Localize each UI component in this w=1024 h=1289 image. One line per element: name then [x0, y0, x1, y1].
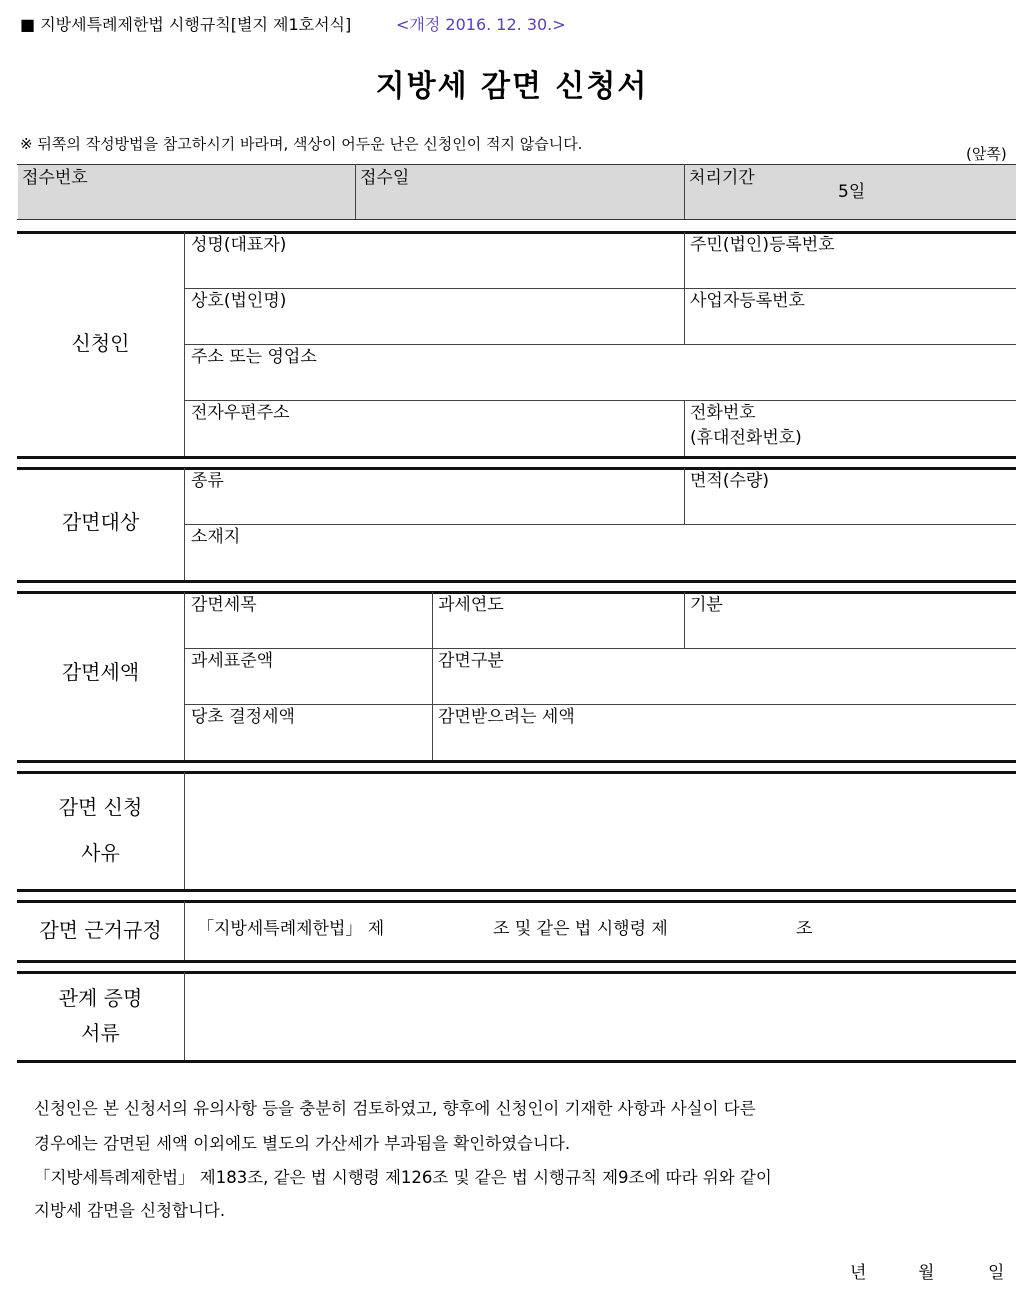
declaration-line4: 지방세 감면을 신청합니다. [34, 1201, 226, 1220]
revision-note: <개정 2016. 12. 30.> [396, 15, 566, 34]
divider [355, 164, 356, 219]
basis-mid-text: 조 및 같은 법 시행령 제 [493, 919, 668, 939]
receipt-date-label: 접수일 [360, 168, 410, 188]
divider [184, 772, 185, 889]
divider [684, 288, 685, 344]
receipt-number-label: 접수번호 [22, 168, 88, 188]
divider [185, 344, 1016, 345]
declaration-line2: 경우에는 감면된 세액 이외에도 별도의 가산세가 부과됨을 확인하였습니다. [34, 1134, 571, 1153]
basis-label: 감면 근거규정 [39, 918, 162, 942]
basis-law-text: 「지방세특례제한법」 제 [197, 919, 385, 939]
divider [17, 456, 1016, 459]
basis-end-text: 조 [796, 919, 813, 939]
divider [184, 972, 185, 1060]
divider [17, 889, 1016, 892]
kind-field[interactable]: 종류 [191, 471, 224, 491]
date-month-label: 월 [918, 1263, 935, 1283]
divider [185, 704, 1016, 705]
page-title: 지방세 감면 신청서 [375, 69, 649, 104]
requested-reduction-field[interactable]: 감면받으려는 세액 [438, 707, 575, 727]
divider [184, 592, 185, 760]
business-number-field[interactable]: 사업자등록번호 [690, 291, 805, 311]
tax-base-field[interactable]: 과세표준액 [191, 651, 274, 671]
divider [17, 231, 1016, 234]
side-label: (앞쪽) [966, 145, 1007, 163]
tax-item-field[interactable]: 감면세목 [191, 595, 257, 615]
company-name-field[interactable]: 상호(법인명) [191, 291, 287, 311]
processing-period-label: 처리기간 [689, 168, 755, 188]
applicant-name-field[interactable]: 성명(대표자) [191, 235, 287, 255]
divider [185, 648, 1016, 649]
applicant-section-label: 신청인 [71, 331, 130, 355]
divider [17, 467, 1016, 470]
divider [684, 164, 685, 219]
divider [17, 580, 1016, 583]
docs-label-line1: 관계 증명 [58, 986, 143, 1010]
tax-year-field[interactable]: 과세연도 [438, 595, 504, 615]
divider [684, 592, 685, 648]
date-year-label: 년 [850, 1263, 867, 1283]
mobile-field-label: (휴대전화번호) [690, 428, 802, 448]
divider [17, 760, 1016, 763]
fill-notice: ※ 뒤쪽의 작성방법을 참고하시기 바라며, 색상이 어두운 난은 신청인이 적지 않습니다. [20, 135, 583, 153]
declaration-line3: 「지방세특례제한법」 제183조, 같은 법 시행령 제126조 및 같은 법 시행규칙 제9조에 따라 위와 같이 [34, 1168, 772, 1187]
address-field[interactable]: 주소 또는 영업소 [191, 347, 317, 367]
docs-label-line2: 서류 [81, 1021, 120, 1045]
divider [17, 960, 1016, 963]
law-reference: ■ 지방세특례제한법 시행규칙[별지 제1호서식] [20, 15, 352, 34]
email-field[interactable]: 전자우편주소 [191, 403, 290, 423]
receipt-box [18, 164, 1016, 219]
divider [17, 164, 1016, 165]
phone-field[interactable]: 전화번호 [690, 403, 756, 423]
divider [17, 1060, 1016, 1063]
docs-input[interactable] [187, 974, 1013, 1058]
period-field[interactable]: 기분 [690, 595, 723, 615]
divider [684, 468, 685, 524]
divider [432, 592, 433, 760]
target-section-label: 감면대상 [61, 510, 140, 534]
reduction-type-field[interactable]: 감면구분 [438, 651, 504, 671]
divider [17, 219, 1016, 220]
divider [17, 591, 1016, 594]
divider [185, 524, 1016, 525]
reason-label-line2: 사유 [81, 841, 120, 865]
divider [17, 900, 1016, 903]
processing-period-value: 5일 [838, 182, 866, 202]
reason-label-line1: 감면 신청 [58, 795, 143, 819]
initial-tax-field[interactable]: 당초 결정세액 [191, 707, 295, 727]
location-field[interactable]: 소재지 [191, 527, 241, 547]
area-field[interactable]: 면적(수량) [690, 471, 769, 491]
divider [185, 288, 1016, 289]
divider [184, 901, 185, 960]
date-day-label: 일 [988, 1263, 1005, 1283]
resident-number-field[interactable]: 주민(법인)등록번호 [690, 235, 835, 255]
divider [684, 400, 685, 457]
amount-section-label: 감면세액 [61, 660, 140, 684]
reason-input[interactable] [187, 774, 1013, 886]
declaration-line1: 신청인은 본 신청서의 유의사항 등을 충분히 검토하였고, 향후에 신청인이 기재한 사항과 사실이 다른 [34, 1099, 756, 1118]
divider [684, 232, 685, 288]
divider [185, 400, 1016, 401]
